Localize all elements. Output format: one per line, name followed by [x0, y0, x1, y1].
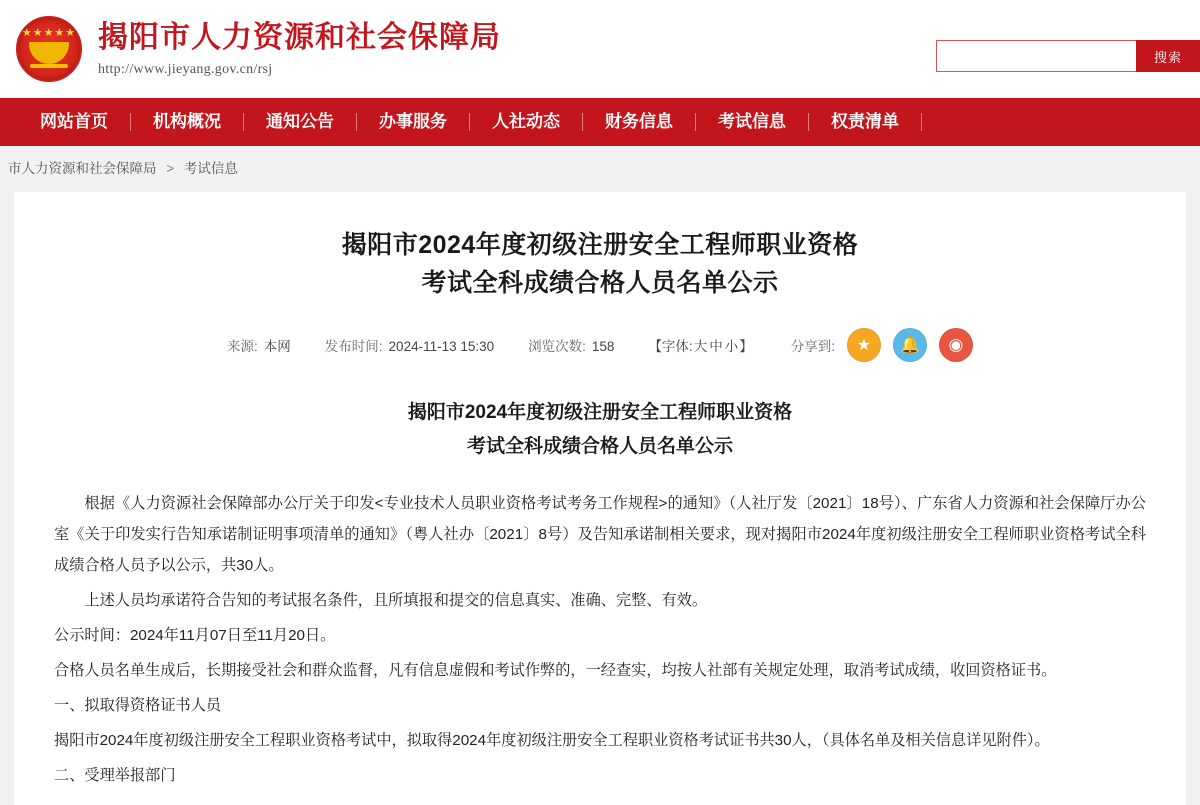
weibo-icon[interactable]: ◉ [939, 328, 973, 362]
favorite-star-icon[interactable]: ★ [847, 328, 881, 362]
font-size-medium[interactable]: 中 [709, 339, 723, 354]
font-size-close: 】 [739, 339, 753, 354]
breadcrumb-root[interactable]: 市人力资源和社会保障局 [8, 161, 157, 176]
article-heading-line1: 揭阳市2024年度初级注册安全工程师职业资格 [407, 402, 793, 423]
search-button[interactable]: 搜索 [1136, 40, 1200, 72]
share-label: 分享到: [790, 339, 835, 354]
search-area [936, 40, 1200, 72]
meta-publish-time [325, 335, 494, 355]
share-icon-group [847, 328, 973, 362]
article-paragraph: 合格人员名单生成后，长期接受社会和群众监督，凡有信息虚假和考试作弊的，一经查实，均按人社部有关规定处理，取消考试成绩，收回资格证书。 [54, 662, 1057, 679]
article-card [14, 192, 1186, 805]
article-section-heading: 一、拟取得资格证书人员 [54, 697, 222, 714]
page-title-line2: 考试全科成绩合格人员名单公示 [421, 269, 779, 297]
site-title: 揭阳市人力资源和社会保障局 [98, 20, 501, 55]
font-size-label: 【字体: [648, 339, 693, 354]
article-body [54, 488, 1146, 791]
notification-bell-icon[interactable]: 🔔 [893, 328, 927, 362]
nav-item-services[interactable]: 办事服务 [379, 112, 447, 131]
emblem-stars: ★★★★★ [21, 27, 77, 39]
nav-item-exam-info[interactable]: 考试信息 [718, 112, 786, 131]
emblem-bar [30, 64, 68, 68]
search-input[interactable] [936, 40, 1136, 72]
meta-views-value: 158 [591, 339, 615, 354]
nav-item-announcements[interactable]: 通知公告 [266, 112, 334, 131]
article-heading-line2: 考试全科成绩合格人员名单公示 [466, 436, 733, 457]
breadcrumb [0, 146, 1200, 192]
site-header [0, 0, 1200, 98]
page-title [54, 226, 1146, 302]
page-title-line1: 揭阳市2024年度初级注册安全工程师职业资格 [341, 231, 859, 259]
emblem-gear [29, 42, 69, 64]
article-paragraph: 揭阳市2024年度初级注册安全工程职业资格考试中，拟取得2024年度初级注册安全工程职业资格考试证书共30人，（具体名单及相关信息详见附件）。 [54, 732, 1050, 749]
meta-source-label: 来源: [227, 339, 258, 354]
font-size-control [648, 335, 752, 355]
national-emblem-icon [16, 16, 82, 82]
article-paragraph: 上述人员均承诺符合告知的考试报名条件，且所填报和提交的信息真实、准确、完整、有效。 [84, 592, 708, 609]
site-title-block [98, 20, 501, 78]
site-url: http://www.jieyang.gov.cn/rsj [98, 62, 273, 77]
nav-item-news[interactable]: 人社动态 [492, 112, 560, 131]
font-size-small[interactable]: 小 [724, 339, 739, 354]
breadcrumb-current[interactable]: 考试信息 [183, 161, 238, 176]
main-navigation [0, 98, 1200, 146]
meta-source [227, 335, 291, 355]
article-section-heading: 二、受理举报部门 [54, 767, 176, 784]
meta-publish-label: 发布时间: [324, 339, 383, 354]
article-paragraph: 公示时间：2024年11月07日至11月20日。 [54, 627, 336, 644]
nav-item-about[interactable]: 机构概况 [153, 112, 221, 131]
article-meta-bar [54, 328, 1146, 362]
nav-item-responsibility-list[interactable]: 权责清单 [831, 112, 899, 131]
meta-views [528, 335, 614, 355]
article-heading [54, 396, 1146, 464]
nav-separator [921, 113, 922, 131]
breadcrumb-separator: > [166, 161, 175, 176]
font-size-large[interactable]: 大 [693, 339, 708, 354]
meta-publish-value: 2024-11-13 15:30 [388, 339, 495, 354]
meta-source-value: 本网 [263, 339, 291, 354]
article-paragraph: 根据《人力资源社会保障部办公厅关于印发<专业技术人员职业资格考试考务工作规程>的通知》（人社厅发〔2021〕18号）、广东省人力资源和社会保障厅办公室《关于印发实行告知承诺制证明事项清单的通知》（粤人社办〔2021〕8号）及告知承诺制相关要求，现对揭阳市2024年度初级注册安全工程师职业资格考试全科成绩合格人员予以公示，共30人。 [54, 495, 1146, 574]
meta-views-label: 浏览次数: [528, 339, 586, 354]
nav-item-home[interactable]: 网站首页 [40, 112, 108, 131]
nav-item-finance[interactable]: 财务信息 [605, 112, 673, 131]
